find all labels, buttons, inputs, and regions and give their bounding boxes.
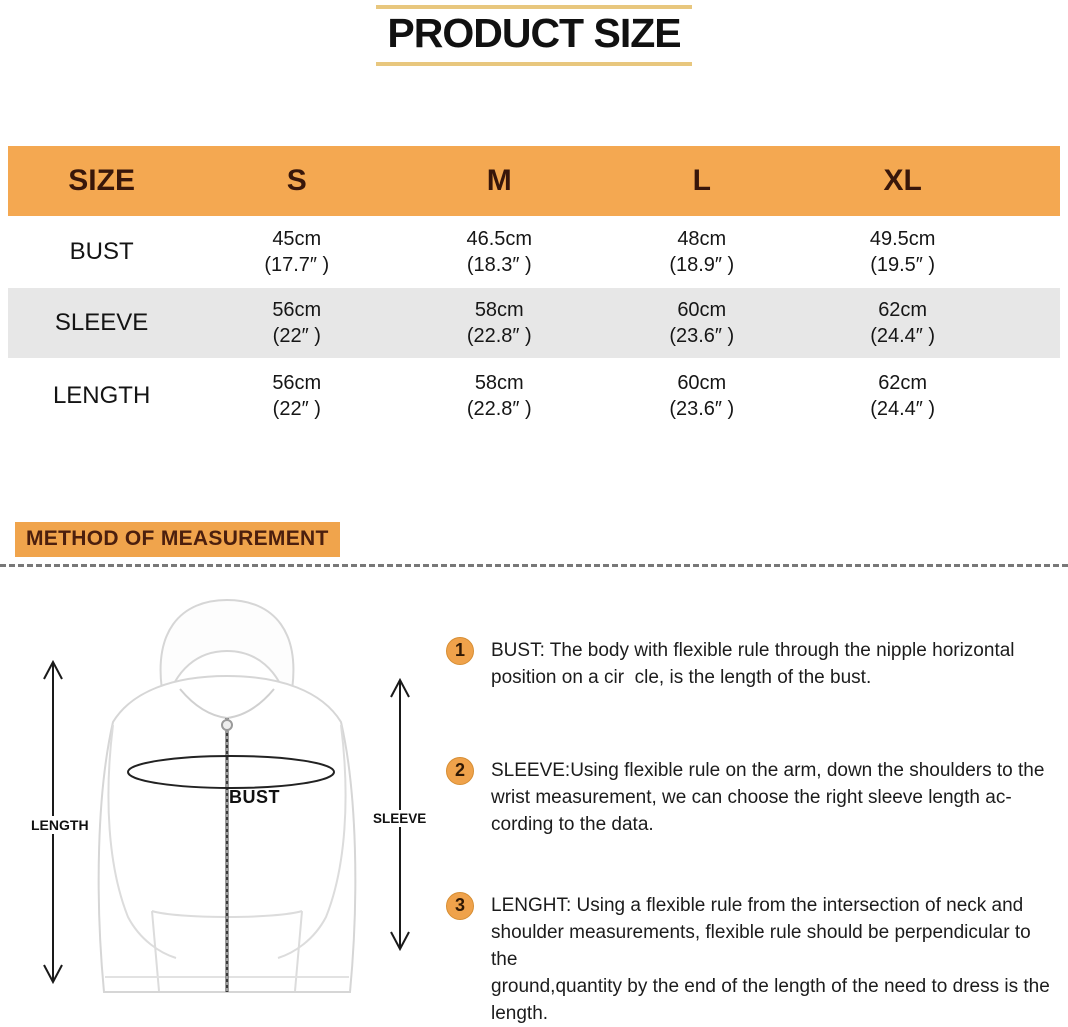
measurement-note-bust [446, 637, 1058, 691]
table-row-bust [8, 216, 1060, 288]
value-inch: (22″ ) [272, 325, 321, 347]
bust-label: BUST [229, 787, 280, 807]
cell-length-l [600, 358, 803, 433]
cell-length-s [195, 358, 398, 433]
size-table [8, 146, 1060, 433]
value-cm: 56cm [272, 299, 322, 321]
value-cm: 62cm [878, 299, 928, 321]
note-line: position on a cir cle, is the length of the bust. [491, 667, 872, 688]
sleeve-label: SLEEVE [373, 811, 427, 826]
row-label-length: LENGTH [8, 358, 195, 433]
column-header-s: S [195, 146, 398, 216]
note-line: shoulder measurements, flexible rule should be perpendicular to the [491, 922, 1036, 970]
value-inch: (22.8″ ) [466, 397, 532, 420]
value-cm: 56cm [272, 371, 322, 394]
cell-sleeve-m [398, 288, 600, 358]
value-inch: (24.4″ ) [870, 325, 936, 347]
note-number-badge: 3 [446, 892, 474, 920]
value-inch: (23.6″ ) [669, 397, 735, 420]
cell-sleeve-s [195, 288, 398, 358]
value-cm: 62cm [878, 371, 928, 394]
cell-length-xl [803, 358, 1060, 433]
note-line: SLEEVE:Using flexible rule on the arm, down the shoulders to the [491, 760, 1045, 781]
cell-bust-l [600, 216, 803, 288]
value-inch: (23.6″ ) [669, 325, 735, 347]
length-label: LENGTH [31, 817, 89, 833]
value-cm: 45cm [272, 228, 322, 250]
note-line: ground,quantity by the end of the length of the need to dress is the [491, 976, 1050, 997]
column-header-xl: XL [803, 146, 1060, 216]
value-cm: 58cm [474, 371, 524, 394]
table-row-length [8, 358, 1060, 433]
cell-sleeve-l [600, 288, 803, 358]
value-inch: (22″ ) [272, 397, 321, 420]
column-header-size: SIZE [8, 146, 195, 216]
note-text [491, 757, 1058, 838]
page-title: PRODUCT SIZE [387, 10, 681, 56]
method-of-measurement-heading: METHOD OF MEASUREMENT [15, 522, 340, 557]
value-cm: 58cm [474, 299, 524, 321]
note-number-badge: 2 [446, 757, 474, 785]
page-title-block [376, 5, 692, 66]
note-text [491, 637, 1058, 691]
value-inch: (19.5″ ) [870, 254, 936, 276]
cell-bust-s [195, 216, 398, 288]
table-row-sleeve [8, 288, 1060, 358]
note-line: wrist measurement, we can choose the right sleeve length ac- [491, 787, 1012, 808]
cell-length-m [398, 358, 600, 433]
cell-sleeve-xl [803, 288, 1060, 358]
measurement-diagram-section [0, 567, 1068, 1024]
note-line: BUST: The body with flexible rule through the nipple horizontal [491, 640, 1015, 661]
note-line: LENGHT: Using a flexible rule from the intersection of neck and [491, 895, 1024, 916]
value-cm: 60cm [677, 371, 727, 394]
row-label-sleeve: SLEEVE [8, 288, 195, 358]
column-header-l: L [600, 146, 803, 216]
value-inch: (24.4″ ) [870, 397, 936, 420]
note-number-badge: 1 [446, 637, 474, 665]
value-cm: 48cm [677, 228, 727, 250]
value-inch: (18.3″ ) [466, 254, 532, 276]
size-table-header-row [8, 146, 1060, 216]
cell-bust-xl [803, 216, 1060, 288]
value-inch: (22.8″ ) [466, 325, 532, 347]
cell-bust-m [398, 216, 600, 288]
zipper-pull [222, 720, 232, 730]
note-line: length. [491, 1003, 549, 1024]
value-cm: 49.5cm [869, 228, 936, 250]
value-inch: (18.9″ ) [669, 254, 735, 276]
measurement-note-length [446, 892, 1058, 1027]
note-text [491, 892, 1058, 1027]
value-cm: 60cm [677, 299, 727, 321]
note-line: cording to the data. [491, 814, 654, 835]
measurement-note-sleeve [446, 757, 1058, 838]
value-cm: 46.5cm [466, 228, 533, 250]
value-inch: (17.7″ ) [264, 254, 330, 276]
row-label-bust: BUST [8, 216, 195, 288]
column-header-m: M [398, 146, 600, 216]
